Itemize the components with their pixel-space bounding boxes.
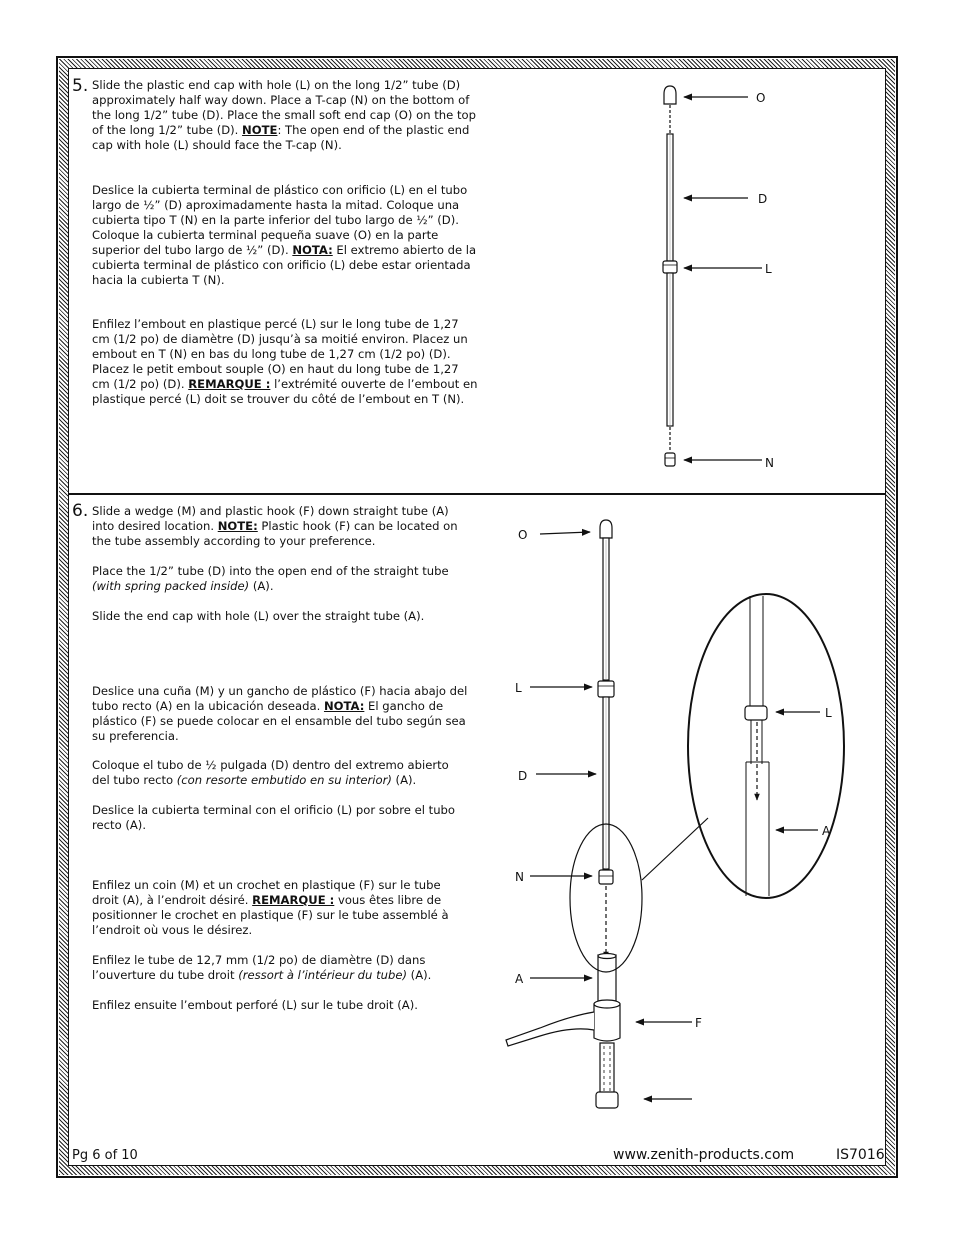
label-l-step6: L (515, 681, 522, 695)
step-5-number: 5. (72, 76, 89, 96)
label-n: N (765, 456, 774, 470)
plastic-hook-f (594, 1004, 620, 1041)
step-6-english-3: Slide the end cap with hole (L) over the straight tube (A). (92, 609, 425, 623)
step-5-spanish: Deslice la cubierta terminal de plástico con orificio (L) en el tubo largo de ½” (D) aproximadamente hasta la mitad. Coloque una cubierta tipo T (N) en la parte inferior del tubo largo de ½” (D). Coloque la cubierta terminal pequeña suave (O) en la parte superior del tubo largo de ½” (D). NOTA: El extremo abierto de la cubierta terminal de plástico con orificio (L) debe estar orientada hacia la cubierta T (N). (92, 183, 477, 287)
step-6-french-1: Enfilez un coin (M) et un crochet en plastique (F) sur le tube droit (A), à l’endroit désiré. REMARQUE : vous êtes libre de positionner le crochet en plastique (F) sur le tube assemblé à l’endroit où vous le désirez. (92, 878, 449, 937)
label-o: O (756, 91, 766, 105)
step-5-english: Slide the plastic end cap with hole (L) on the long 1/2” tube (D) approximately half way down. Place a T-cap (N) on the bottom of the long 1/2” tube (D). Place the small soft end cap (O) on the top of the long 1/2” tube (D). NOTE: The open end of the plastic end cap with hole (L) should face the T-cap (N). (92, 78, 476, 152)
wedge-m (596, 1092, 618, 1108)
label-l-detail: L (825, 706, 832, 720)
t-cap-n (665, 453, 675, 466)
step-5-french: Enfilez l’embout en plastique percé (L) sur le long tube de 1,27 cm (1/2 po) de diamètre (D) jusqu’à sa moitié environ. Placez un embout en T (N) en bas du long tube de 1,27 cm (1/2 po) (D). Placez le petit embout souple (O) en haut du long tube de 1,27 cm (1/2 po) (D). REMARQUE : l’extrémité ouverte de l’embout en plastique percé (L) doit se trouver du côté de l’embout en T (N). (92, 317, 478, 406)
end-cap-with-hole-l (598, 681, 614, 697)
step-6-diagram (506, 520, 844, 1108)
label-l: L (765, 262, 772, 276)
label-f-step6: F (695, 1016, 702, 1030)
step-6-spanish-1: Deslice una cuña (M) y un gancho de plástico (F) hacia abajo del tubo recto (A) en la ubicación deseada. NOTA: El gancho de plástico (F) se puede colocar en el ensamble del tubo según sea su preferencia. (92, 684, 468, 743)
step-6-spanish-2: Coloque el tubo de ½ pulgada (D) dentro del extremo abierto del tubo recto (con resorte embutido en su interior) (A). (92, 758, 449, 787)
step-6-english-1: Slide a wedge (M) and plastic hook (F) down straight tube (A) into desired location. NOTE: Plastic hook (F) can be located on the tube assembly according to your preference. (92, 504, 458, 548)
t-cap-n (599, 870, 613, 884)
label-d-step6: D (518, 769, 528, 783)
detail-circle-large (688, 594, 844, 898)
label-d: D (758, 192, 768, 206)
label-a-step6: A (515, 972, 524, 986)
step-6-french-2: Enfilez le tube de 12,7 mm (1/2 po) de diamètre (D) dans l’ouverture du tube droit (ressort à l’intérieur du tube) (A). (92, 953, 432, 982)
straight-tube-a (598, 955, 616, 1001)
label-a-detail: A (822, 824, 831, 838)
soft-end-cap-o (664, 86, 676, 104)
step-6-english-2: Place the 1/2” tube (D) into the open end of the straight tube (with spring packed inside) (A). (92, 564, 449, 593)
label-o-step6: O (518, 528, 528, 542)
page-number: Pg 6 of 10 (72, 1148, 138, 1163)
label-n-step6: N (515, 870, 524, 884)
step-6-spanish-3: Deslice la cubierta terminal con el orificio (L) por sobre el tubo recto (A). (92, 803, 456, 832)
end-cap-with-hole-l (663, 261, 677, 273)
step-5-diagram (663, 86, 762, 466)
soft-end-cap-o (600, 520, 612, 538)
step-6-french-3: Enfilez ensuite l’embout perforé (L) sur le tube droit (A). (92, 998, 418, 1012)
document-code: IS7016 (836, 1147, 885, 1163)
website-url[interactable]: www.zenith-products.com (613, 1147, 795, 1163)
step-6-number: 6. (72, 501, 89, 521)
